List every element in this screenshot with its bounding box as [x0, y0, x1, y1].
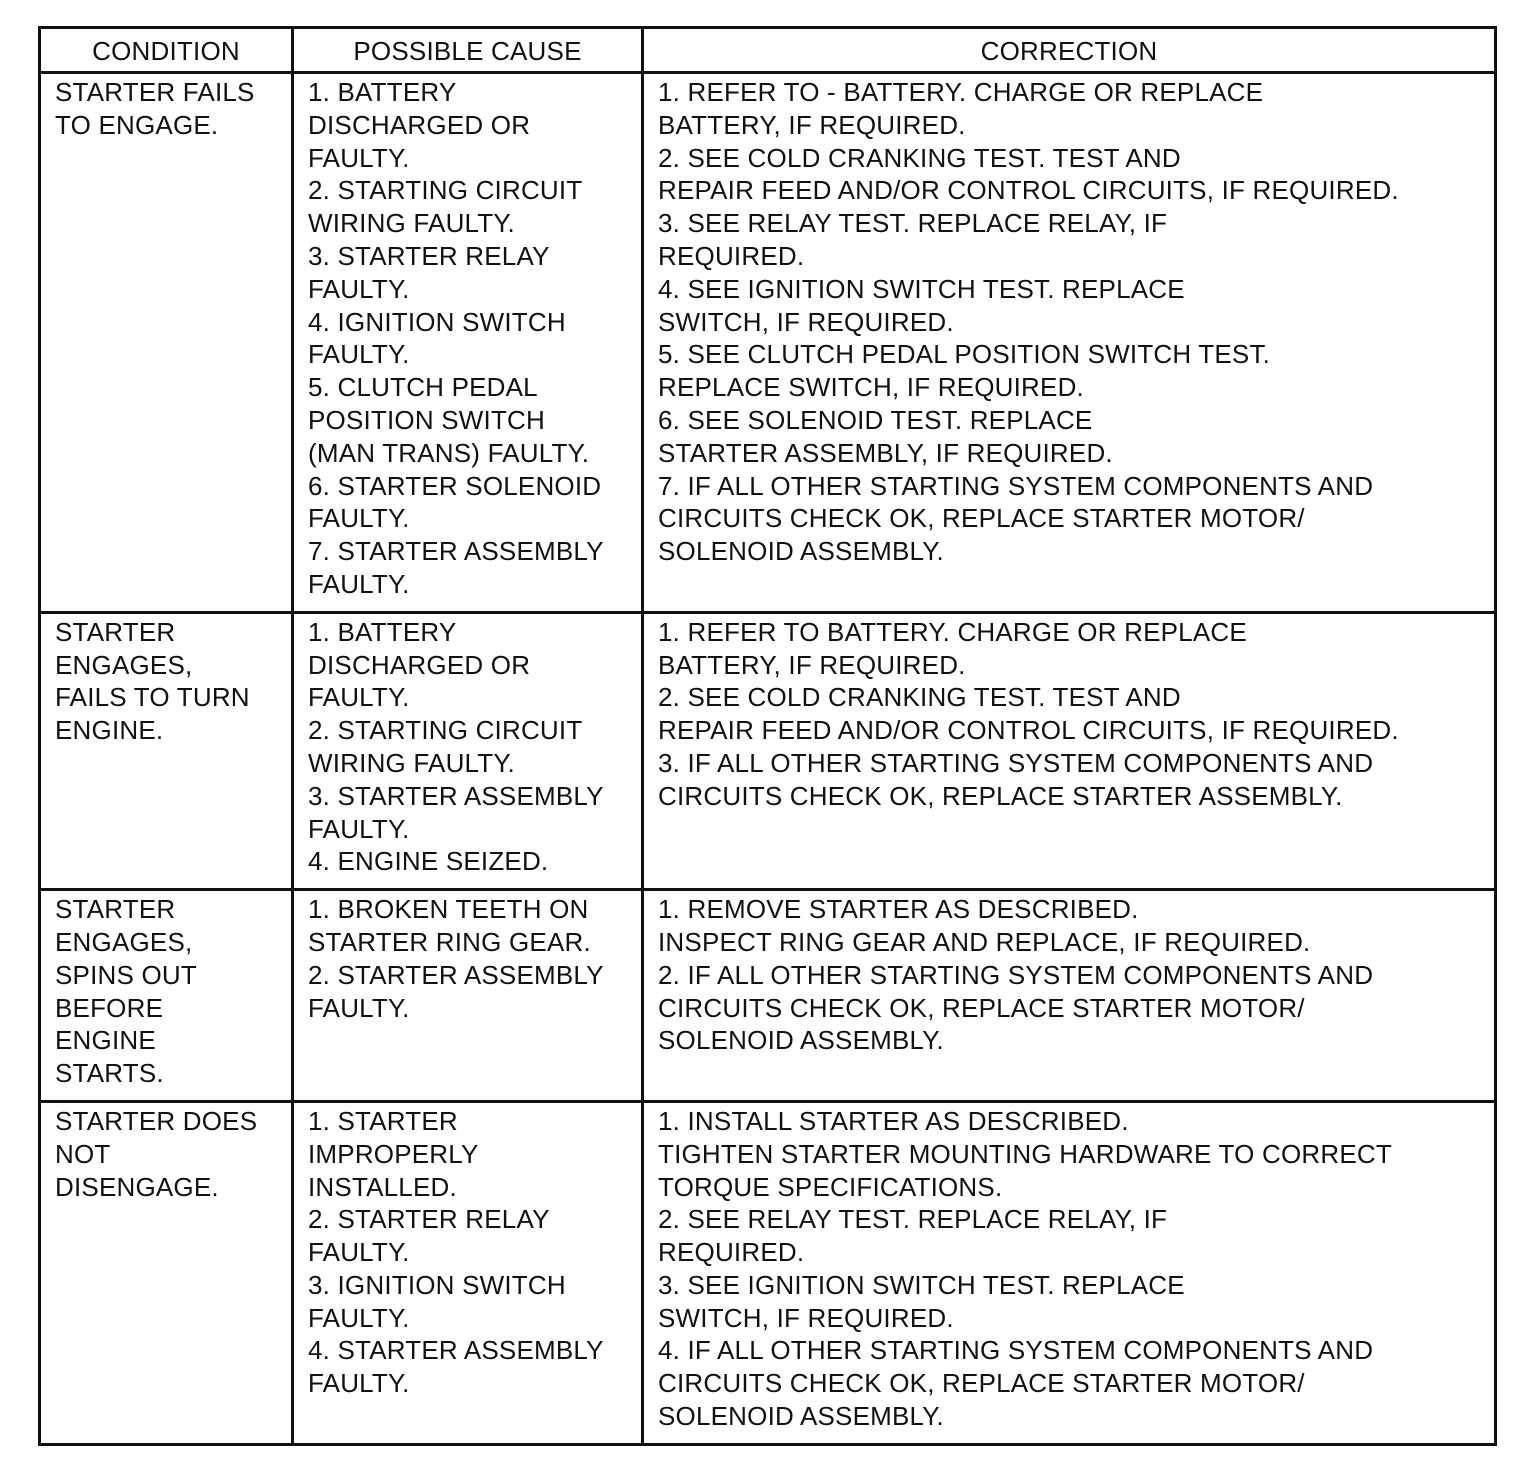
correction-line: SWITCH, IF REQUIRED. — [658, 1302, 954, 1333]
correction-line: INSPECT RING GEAR AND REPLACE, IF REQUIRED. — [658, 926, 1311, 957]
condition-cell — [40, 1101, 293, 1444]
correction-line: SWITCH, IF REQUIRED. — [658, 306, 954, 337]
cause-line: 2. STARTING CIRCUIT — [308, 175, 583, 206]
condition-line: ENGAGES, — [55, 649, 193, 680]
correction-line: 4. IF ALL OTHER STARTING SYSTEM COMPONENTS AND — [658, 1335, 1374, 1366]
correction-cell — [643, 612, 1496, 889]
correction-line: 4. SEE IGNITION SWITCH TEST. REPLACE — [658, 273, 1185, 304]
correction-line: SOLENOID ASSEMBLY. — [658, 536, 944, 567]
correction-line: 5. SEE CLUTCH PEDAL POSITION SWITCH TEST. — [658, 339, 1271, 370]
cause-line: WIRING FAULTY. — [308, 208, 515, 239]
correction-line: CIRCUITS CHECK OK, REPLACE STARTER MOTOR/ — [658, 503, 1305, 534]
condition-cell — [40, 890, 293, 1102]
cause-line: IMPROPERLY — [308, 1138, 479, 1169]
cause-line: 3. STARTER RELAY — [308, 240, 550, 271]
correction-line: REPAIR FEED AND/OR CONTROL CIRCUITS, IF REQUIRED. — [658, 175, 1399, 206]
correction-line: 1. REFER TO - BATTERY. CHARGE OR REPLACE — [658, 77, 1264, 107]
cause-line: FAULTY. — [308, 568, 410, 599]
table-row — [40, 612, 1496, 889]
correction-line: 2. IF ALL OTHER STARTING SYSTEM COMPONENTS AND — [658, 959, 1374, 990]
cause-line: FAULTY. — [308, 813, 410, 844]
correction-line: CIRCUITS CHECK OK, REPLACE STARTER MOTOR/ — [658, 992, 1305, 1023]
cause-line: FAULTY. — [308, 339, 410, 370]
cause-line: 2. STARTER ASSEMBLY — [308, 959, 604, 990]
cause-line: 2. STARTING CIRCUIT — [308, 715, 583, 746]
condition-line: STARTER — [55, 616, 176, 647]
cause-line: 1. STARTER — [308, 1105, 458, 1136]
cause-line: 3. IGNITION SWITCH — [308, 1269, 566, 1300]
correction-line: 3. SEE IGNITION SWITCH TEST. REPLACE — [658, 1269, 1185, 1300]
correction-line: 6. SEE SOLENOID TEST. REPLACE — [658, 404, 1093, 435]
possible-cause-cell — [293, 890, 643, 1102]
correction-line: STARTER ASSEMBLY, IF REQUIRED. — [658, 437, 1113, 468]
correction-line: SOLENOID ASSEMBLY. — [658, 1025, 944, 1056]
cause-line: (MAN TRANS) FAULTY. — [308, 437, 590, 468]
starter-diagnosis-table — [38, 26, 1497, 1446]
correction-cell — [643, 73, 1496, 613]
cause-line: FAULTY. — [308, 142, 410, 173]
correction-line: 1. REMOVE STARTER AS DESCRIBED. — [658, 894, 1139, 925]
correction-line: REPLACE SWITCH, IF REQUIRED. — [658, 372, 1084, 403]
correction-line: CIRCUITS CHECK OK, REPLACE STARTER ASSEMBLY. — [658, 780, 1343, 811]
cause-line: STARTER RING GEAR. — [308, 926, 591, 957]
condition-line: NOT — [55, 1138, 111, 1169]
condition-line: STARTER FAILS — [55, 77, 255, 107]
correction-line: TORQUE SPECIFICATIONS. — [658, 1171, 1003, 1202]
cause-line: 1. BROKEN TEETH ON — [308, 894, 589, 925]
correction-line: REQUIRED. — [658, 1237, 805, 1268]
condition-cell — [40, 73, 293, 613]
header-correction: CORRECTION — [643, 28, 1496, 73]
cause-line: FAULTY. — [308, 1368, 410, 1399]
condition-line: ENGAGES, — [55, 926, 193, 957]
condition-line: ENGINE. — [55, 715, 164, 746]
condition-line: STARTER — [55, 894, 176, 925]
header-possible-cause: POSSIBLE CAUSE — [293, 28, 643, 73]
cause-line: 4. ENGINE SEIZED. — [308, 846, 549, 877]
correction-line: 2. SEE COLD CRANKING TEST. TEST AND — [658, 142, 1181, 173]
condition-line: ENGINE — [55, 1025, 156, 1056]
condition-line: STARTER DOES — [55, 1105, 258, 1136]
condition-line: TO ENGAGE. — [55, 109, 219, 140]
correction-line: REQUIRED. — [658, 240, 805, 271]
cause-line: 5. CLUTCH PEDAL — [308, 372, 538, 403]
cause-line: FAULTY. — [308, 992, 410, 1023]
cause-line: 4. IGNITION SWITCH — [308, 306, 566, 337]
correction-line: 1. INSTALL STARTER AS DESCRIBED. — [658, 1105, 1129, 1136]
possible-cause-cell — [293, 73, 643, 613]
cause-line: 3. STARTER ASSEMBLY — [308, 780, 604, 811]
cause-line: 6. STARTER SOLENOID — [308, 470, 602, 501]
table-row — [40, 890, 1496, 1102]
correction-line: 2. SEE RELAY TEST. REPLACE RELAY, IF — [658, 1204, 1168, 1235]
table-row — [40, 73, 1496, 613]
possible-cause-cell — [293, 612, 643, 889]
correction-line: CIRCUITS CHECK OK, REPLACE STARTER MOTOR/ — [658, 1368, 1305, 1399]
correction-cell — [643, 1101, 1496, 1444]
correction-line: BATTERY, IF REQUIRED. — [658, 109, 966, 140]
correction-cell — [643, 890, 1496, 1102]
correction-line: 7. IF ALL OTHER STARTING SYSTEM COMPONENTS AND — [658, 470, 1374, 501]
condition-line: FAILS TO TURN — [55, 682, 250, 713]
cause-line: POSITION SWITCH — [308, 404, 545, 435]
cause-line: FAULTY. — [308, 682, 410, 713]
possible-cause-cell — [293, 1101, 643, 1444]
correction-line: TIGHTEN STARTER MOUNTING HARDWARE TO CORRECT — [658, 1138, 1392, 1169]
header-row — [40, 28, 1496, 73]
correction-line: BATTERY, IF REQUIRED. — [658, 649, 966, 680]
table-row — [40, 1101, 1496, 1444]
cause-line: DISCHARGED OR — [308, 649, 531, 680]
condition-line: BEFORE — [55, 992, 164, 1023]
header-condition: CONDITION — [40, 28, 293, 73]
condition-line: STARTS. — [55, 1058, 164, 1089]
correction-line: 1. REFER TO BATTERY. CHARGE OR REPLACE — [658, 616, 1247, 647]
cause-line: 1. BATTERY — [308, 77, 457, 107]
cause-line: FAULTY. — [308, 503, 410, 534]
cause-line: WIRING FAULTY. — [308, 747, 515, 778]
diagnosis-table-wrapper — [38, 26, 1494, 1446]
correction-line: SOLENOID ASSEMBLY. — [658, 1401, 944, 1432]
cause-line: 1. BATTERY — [308, 616, 457, 647]
correction-line: 3. IF ALL OTHER STARTING SYSTEM COMPONENTS AND — [658, 747, 1374, 778]
correction-line: 3. SEE RELAY TEST. REPLACE RELAY, IF — [658, 208, 1168, 239]
correction-line: REPAIR FEED AND/OR CONTROL CIRCUITS, IF REQUIRED. — [658, 715, 1399, 746]
cause-line: FAULTY. — [308, 273, 410, 304]
condition-cell — [40, 612, 293, 889]
cause-line: 2. STARTER RELAY — [308, 1204, 550, 1235]
cause-line: 4. STARTER ASSEMBLY — [308, 1335, 604, 1366]
condition-line: SPINS OUT — [55, 959, 197, 990]
cause-line: FAULTY. — [308, 1302, 410, 1333]
correction-line: 2. SEE COLD CRANKING TEST. TEST AND — [658, 682, 1181, 713]
condition-line: DISENGAGE. — [55, 1171, 219, 1202]
cause-line: FAULTY. — [308, 1237, 410, 1268]
cause-line: DISCHARGED OR — [308, 109, 531, 140]
cause-line: 7. STARTER ASSEMBLY — [308, 536, 604, 567]
cause-line: INSTALLED. — [308, 1171, 457, 1202]
